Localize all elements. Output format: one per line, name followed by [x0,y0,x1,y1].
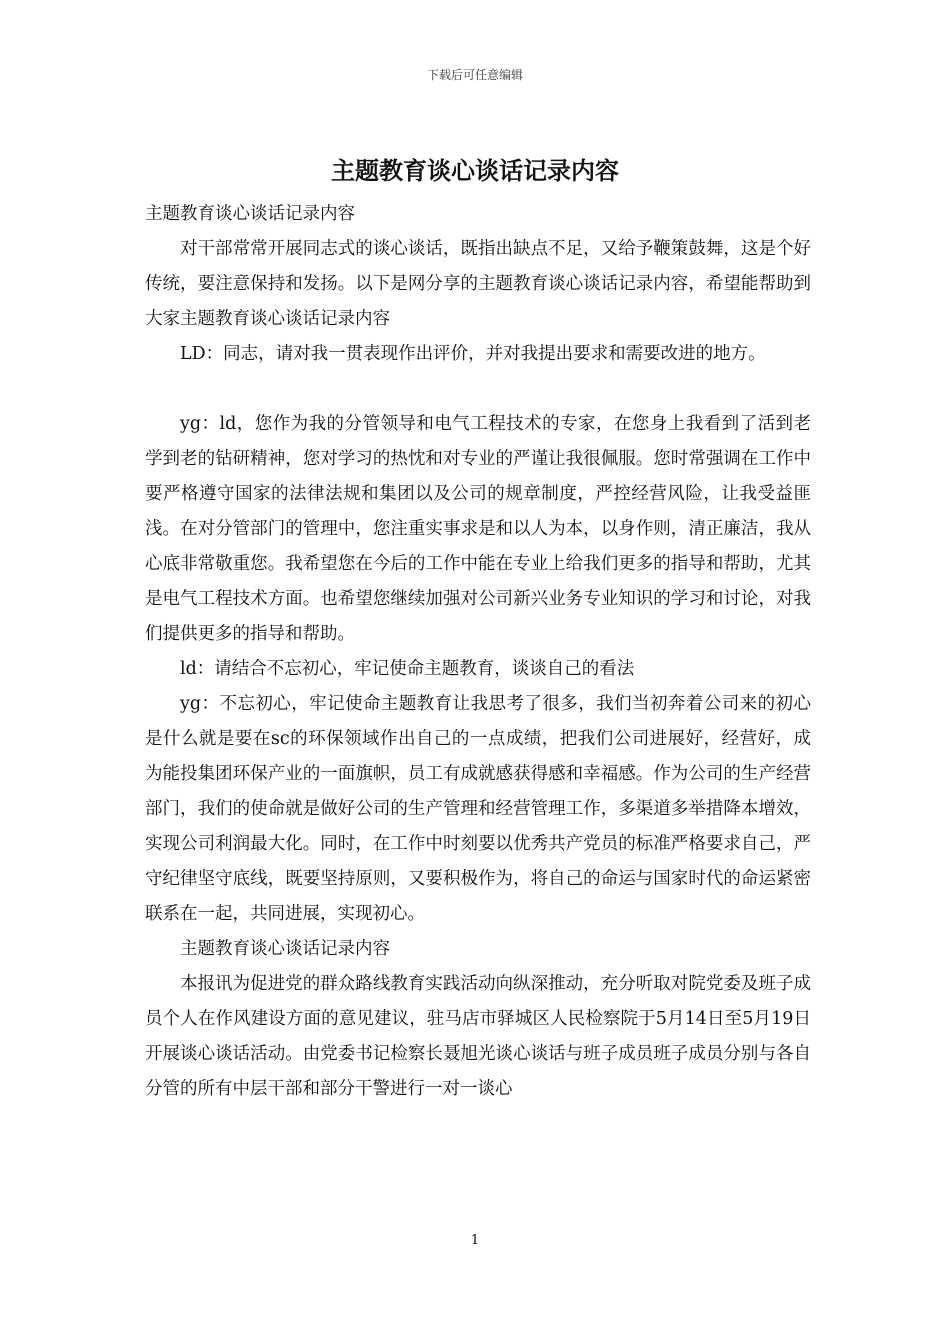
yg-answer-1: yg：ld，您作为我的分管领导和电气工程技术的专家，在您身上我看到了活到老学到老的钻研精神，您对学习的热忱和对专业的严谨让我很佩服。您时常强调在工作中要严格遵守国家的法律法规和集团以及公司的规章制度，严控经营风险，让我受益匪浅。在对分管部门的管理中，您注重实事求是和以人为本，以身作则，清正廉洁，我从心底非常敬重您。我希望您在今后的工作中能在专业上给我们更多的指导和帮助，尤其是电气工程技术方面。也希望您继续加强对公司新兴业务专业知识的学习和讨论，对我们提供更多的指导和帮助。 [145,414,811,644]
yg-answer-2: yg：不忘初心，牢记使命主题教育让我思考了很多，我们当初奔着公司来的初心是什么就是要在sc的环保领域作出自己的一点成绩，把我们公司进展好，经营好，成为能投集团环保产业的一面旗帜，员工有成就感获得感和幸福感。作为公司的生产经营部门，我们的使命就是做好公司的生产管理和经营管理工作，多渠道多举措降本增效，实现公司利润最大化。同时，在工作中时刻要以优秀共产党员的标准严格要求自己，严守纪律坚守底线，既要坚持原则，又要积极作为，将自己的命运与国家时代的命运紧密联系在一起，共同进展，实现初心。 [145,694,811,924]
ld-question-2: ld：请结合不忘初心，牢记使命主题教育，谈谈自己的看法 [180,659,635,679]
section-heading: 主题教育谈心谈话记录内容 [180,939,390,959]
news-paragraph: 本报讯为促进党的群众路线教育实践活动向纵深推动，充分听取对院党委及班子成员个人在作风建设方面的意见建议，驻马店市驿城区人民检察院于5月14日至5月19日开展谈心谈话活动。由党委书记检察长聂旭光谈心谈话与班子成员班子成员分别与各自分管的所有中层干部和部分干警进行一对一谈心 [145,974,811,1099]
header-note: 下载后可任意编辑 [426,68,523,82]
subtitle-paragraph: 主题教育谈心谈话记录内容 [145,204,355,224]
page-number: 1 [470,1233,480,1248]
intro-paragraph: 对干部常常开展同志式的谈心谈话，既指出缺点不足，又给予鞭策鼓舞，这是个好传统，要注意保持和发扬。以下是网分享的主题教育谈心谈话记录内容，希望能帮助到大家主题教育谈心谈话记录内容 [145,239,811,329]
document-title: 主题教育谈心谈话记录内容 [331,156,619,185]
document-body [145,197,811,1107]
ld-question-1: LD：同志，请对我一贯表现作出评价，并对我提出要求和需要改进的地方。 [180,344,766,364]
